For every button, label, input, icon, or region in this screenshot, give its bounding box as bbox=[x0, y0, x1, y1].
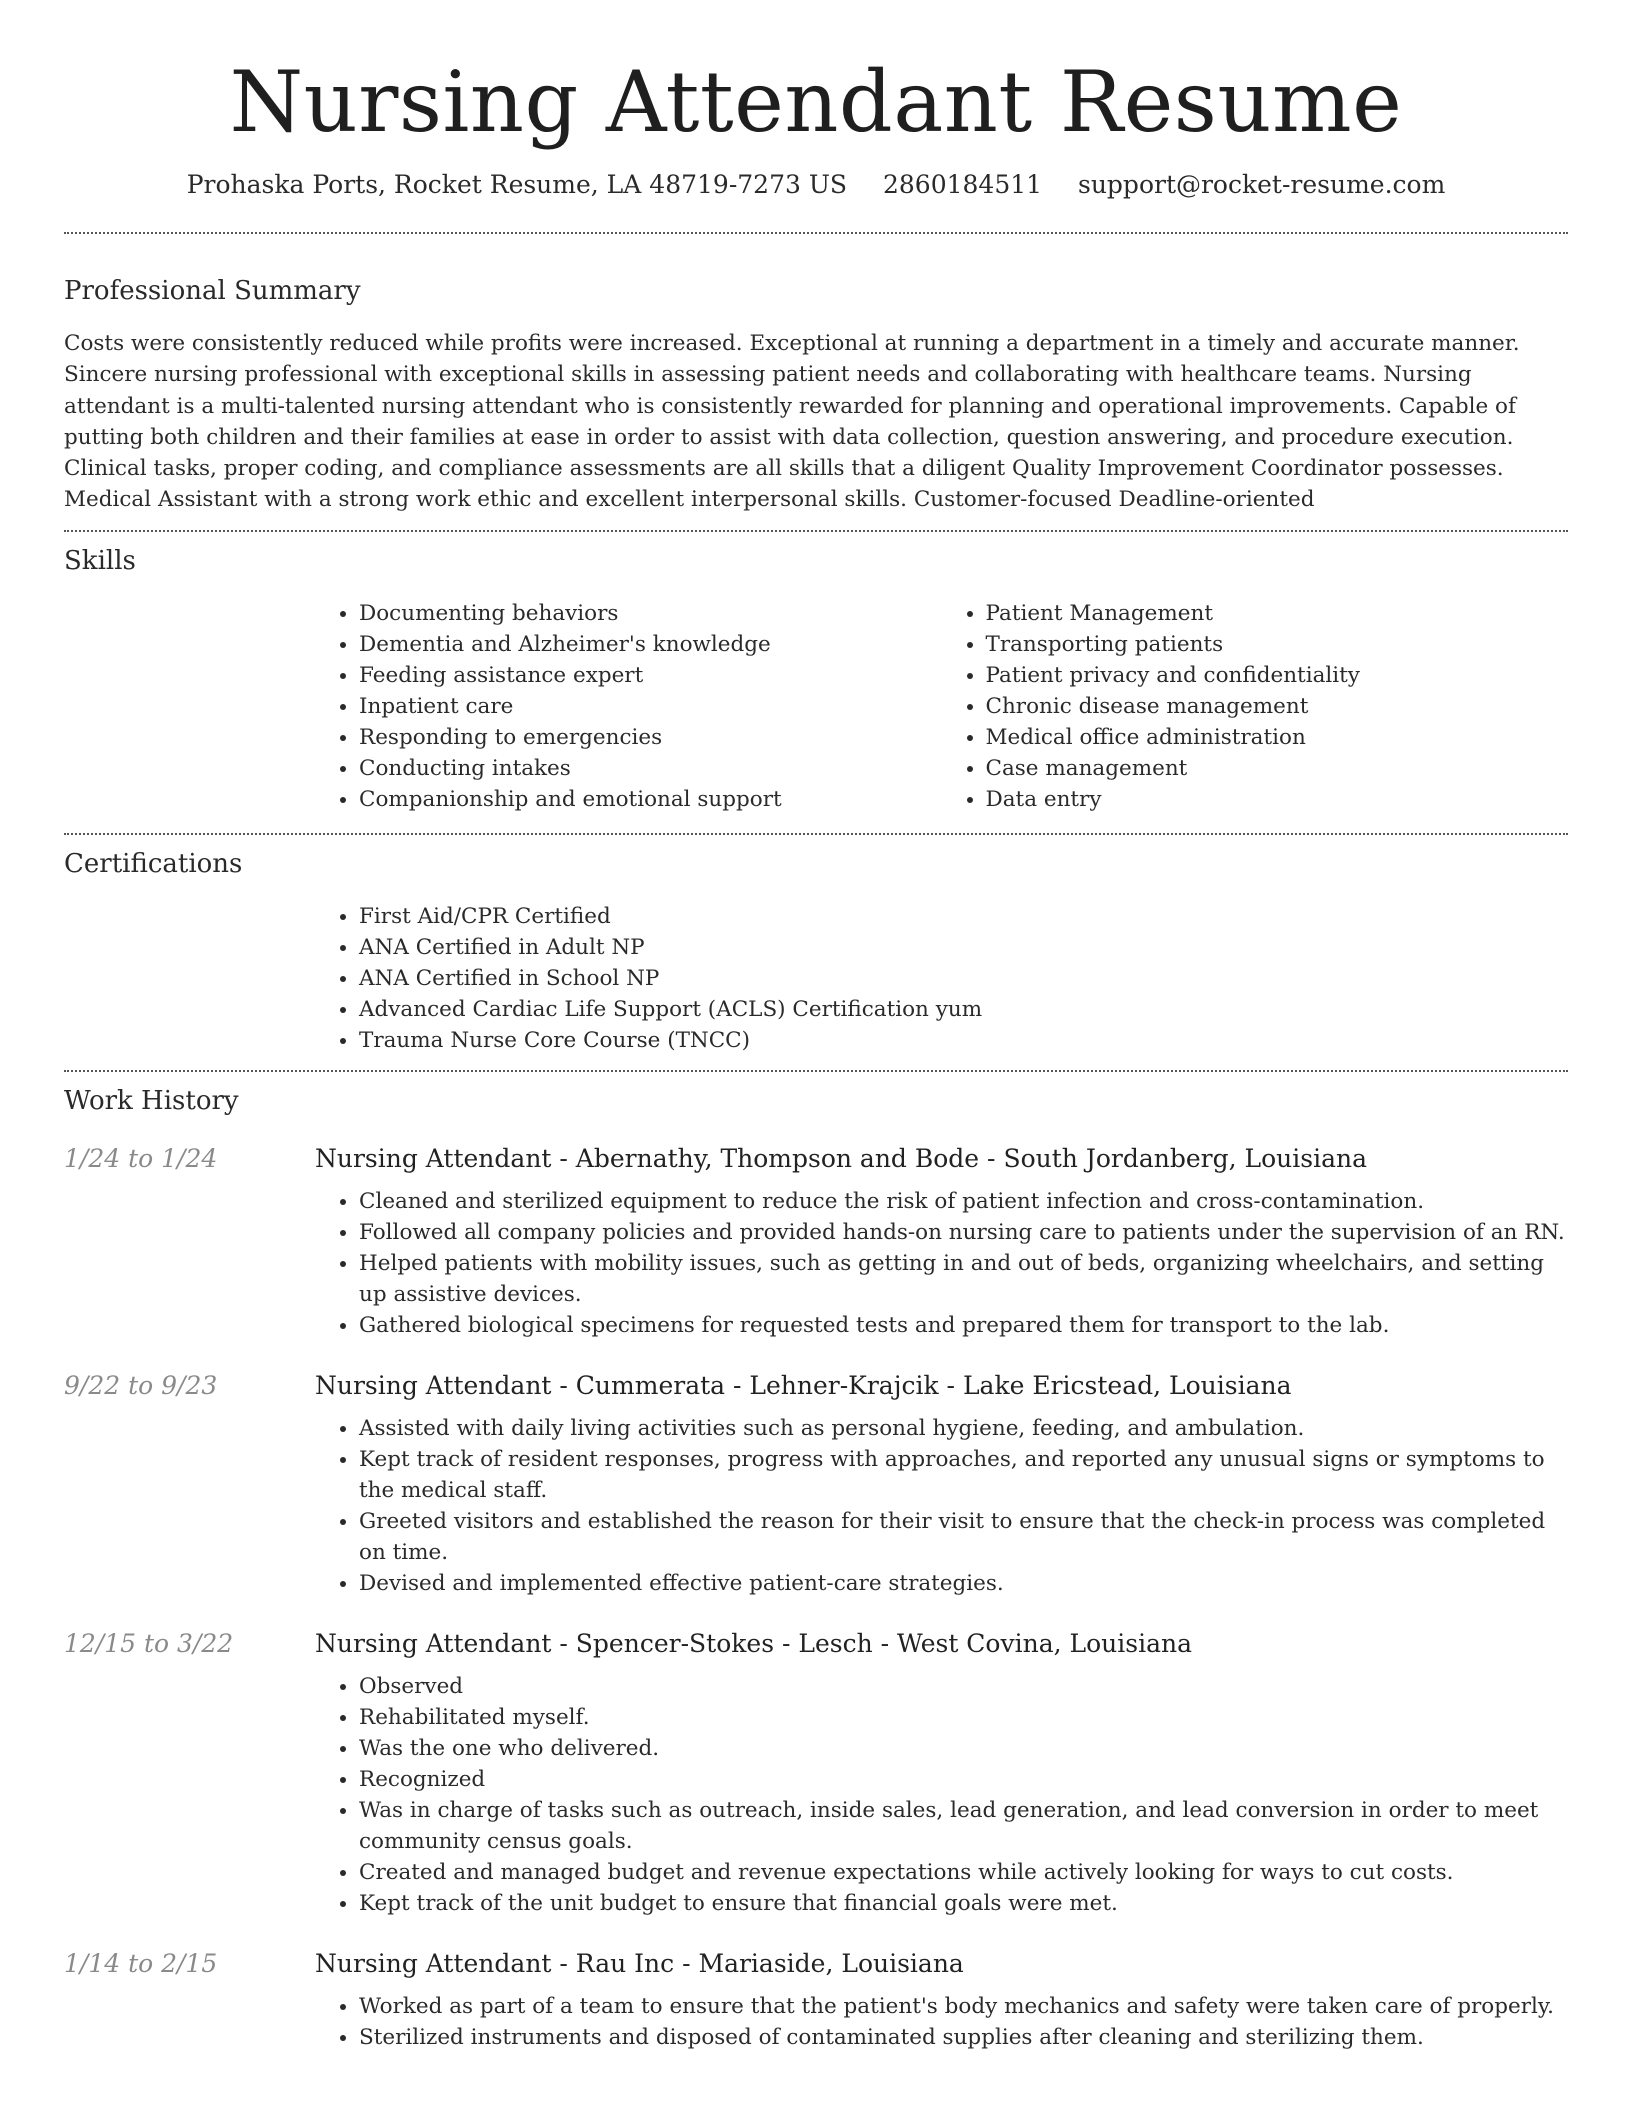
summary-text: Costs were consistently reduced while profits were increased. Exceptional at running a department in a timely and accurate manner. Sincere nursing professional with exceptional skills in assessing patient needs and collaborating with healthcare teams. Nursing attendant is a multi-talented nursing attendant who is consistently rewarded for planning and operational improvements. Capable of putting both children and their families at ease in order to assist with data collection, question answering, and procedure execution. Clinical tasks, proper coding, and compliance assessments are all skills that a diligent Quality Improvement Coordinator possesses. Medical Assistant with a strong work ethic and excellent interpersonal skills. Customer-focused Deadline-oriented bbox=[64, 331, 1520, 513]
job-date: 9/22 to 9/23 bbox=[64, 1370, 218, 1400]
job-bullets bbox=[315, 1991, 1568, 2053]
job-bullet: • Kept track of resident responses, progress with approaches, and reported any unusual signs or symptoms to the medical staff. bbox=[359, 1444, 1568, 1506]
skill-item: • Medical office administration bbox=[986, 722, 1569, 753]
skill-item: • Dementia and Alzheimer's knowledge bbox=[359, 629, 942, 660]
skill-item: • Case management bbox=[986, 753, 1569, 784]
skill-item: • Chronic disease management bbox=[986, 691, 1569, 722]
divider bbox=[64, 1070, 1568, 1072]
section-title-certifications: Certifications bbox=[64, 848, 243, 879]
skill-item: • Documenting behaviors bbox=[359, 598, 942, 629]
job-bullet: • Greeted visitors and established the reason for their visit to ensure that the check-in process was completed on time. bbox=[359, 1506, 1568, 1568]
job-bullet: • Was in charge of tasks such as outreach, inside sales, lead generation, and lead conversion in order to meet community census goals. bbox=[359, 1795, 1568, 1857]
certifications-list bbox=[315, 901, 1568, 1056]
summary-section bbox=[64, 274, 1568, 516]
job-title: Nursing Attendant - Abernathy, Thompson and Bode - South Jordanberg, Louisiana bbox=[315, 1143, 1367, 1173]
job-bullet: • Worked as part of a team to ensure that the patient's body mechanics and safety were taken care of properly. bbox=[359, 1991, 1568, 2022]
job-header bbox=[64, 1369, 1568, 1403]
skill-item: • Patient Management bbox=[986, 598, 1569, 629]
certification-item: • Advanced Cardiac Life Support (ACLS) Certification yum bbox=[359, 994, 1568, 1025]
certification-item: • ANA Certified in School NP bbox=[359, 963, 1568, 994]
section-title-summary: Professional Summary bbox=[64, 276, 361, 306]
job-bullet: • Recognized bbox=[359, 1764, 1568, 1795]
divider bbox=[64, 833, 1568, 835]
job-header bbox=[64, 1627, 1568, 1661]
job-bullet: • Created and managed budget and revenue expectations while actively looking for ways to cut costs. bbox=[359, 1857, 1568, 1888]
job-date: 12/15 to 3/22 bbox=[64, 1628, 234, 1658]
job-title: Nursing Attendant - Spencer-Stokes - Lesch - West Covina, Louisiana bbox=[315, 1628, 1192, 1658]
skills-list-right bbox=[942, 598, 1569, 815]
divider bbox=[64, 232, 1568, 234]
job-bullets bbox=[315, 1413, 1568, 1599]
job-bullet: • Rehabilitated myself. bbox=[359, 1702, 1568, 1733]
divider bbox=[64, 530, 1568, 532]
contact-line bbox=[64, 168, 1568, 202]
section-title-skills: Skills bbox=[64, 545, 136, 576]
job-entry bbox=[64, 1142, 1568, 1341]
skills-columns bbox=[315, 598, 1568, 815]
job-bullet: • Cleaned and sterilized equipment to reduce the risk of patient infection and cross-contamination. bbox=[359, 1186, 1568, 1217]
skill-item: • Responding to emergencies bbox=[359, 722, 942, 753]
job-date: 1/24 to 1/24 bbox=[64, 1143, 218, 1173]
contact-address: Prohaska Ports, Rocket Resume, LA 48719-7273 US bbox=[186, 170, 848, 199]
skill-item: • Patient privacy and confidentiality bbox=[986, 660, 1569, 691]
skill-item: • Data entry bbox=[986, 784, 1569, 815]
job-title: Nursing Attendant - Cummerata - Lehner-Krajcik - Lake Ericstead, Louisiana bbox=[315, 1370, 1292, 1400]
job-bullet: • Sterilized instruments and disposed of contaminated supplies after cleaning and sterilizing them. bbox=[359, 2022, 1568, 2053]
job-bullet: • Gathered biological specimens for requested tests and prepared them for transport to the lab. bbox=[359, 1310, 1568, 1341]
job-entry bbox=[64, 1627, 1568, 1919]
job-bullet: • Followed all company policies and provided hands-on nursing care to patients under the supervision of an RN. bbox=[359, 1217, 1568, 1248]
certification-item: • First Aid/CPR Certified bbox=[359, 901, 1568, 932]
job-entry bbox=[64, 1947, 1568, 2053]
skills-section bbox=[64, 544, 1568, 815]
contact-email: support@rocket-resume.com bbox=[1078, 170, 1446, 199]
job-header bbox=[64, 1142, 1568, 1176]
job-entry bbox=[64, 1369, 1568, 1599]
skill-item: • Companionship and emotional support bbox=[359, 784, 942, 815]
job-bullet: • Was the one who delivered. bbox=[359, 1733, 1568, 1764]
job-bullet: • Kept track of the unit budget to ensure that financial goals were met. bbox=[359, 1888, 1568, 1919]
job-bullet: • Devised and implemented effective patient-care strategies. bbox=[359, 1568, 1568, 1599]
certifications-section bbox=[64, 847, 1568, 1056]
job-header bbox=[64, 1947, 1568, 1981]
job-bullet: • Assisted with daily living activities such as personal hygiene, feeding, and ambulation. bbox=[359, 1413, 1568, 1444]
skill-item: • Inpatient care bbox=[359, 691, 942, 722]
job-bullets bbox=[315, 1186, 1568, 1341]
job-title: Nursing Attendant - Rau Inc - Mariaside, Louisiana bbox=[315, 1948, 964, 1978]
certification-item: • ANA Certified in Adult NP bbox=[359, 932, 1568, 963]
job-bullet: • Helped patients with mobility issues, such as getting in and out of beds, organizing wheelchairs, and setting up assistive devices. bbox=[359, 1248, 1568, 1310]
contact-phone: 2860184511 bbox=[882, 170, 1043, 199]
job-bullet: • Observed bbox=[359, 1671, 1568, 1702]
resume-page bbox=[64, 0, 1568, 2053]
job-bullets bbox=[315, 1671, 1568, 1919]
skills-list-left bbox=[315, 598, 942, 815]
resume-title: Nursing Attendant Resume bbox=[229, 53, 1403, 151]
skill-item: • Transporting patients bbox=[986, 629, 1569, 660]
certification-item: • Trauma Nurse Core Course (TNCC) bbox=[359, 1025, 1568, 1056]
job-date: 1/14 to 2/15 bbox=[64, 1948, 218, 1978]
skill-item: • Conducting intakes bbox=[359, 753, 942, 784]
work-history-section bbox=[64, 1084, 1568, 2053]
skill-item: • Feeding assistance expert bbox=[359, 660, 942, 691]
section-title-work: Work History bbox=[64, 1085, 239, 1116]
